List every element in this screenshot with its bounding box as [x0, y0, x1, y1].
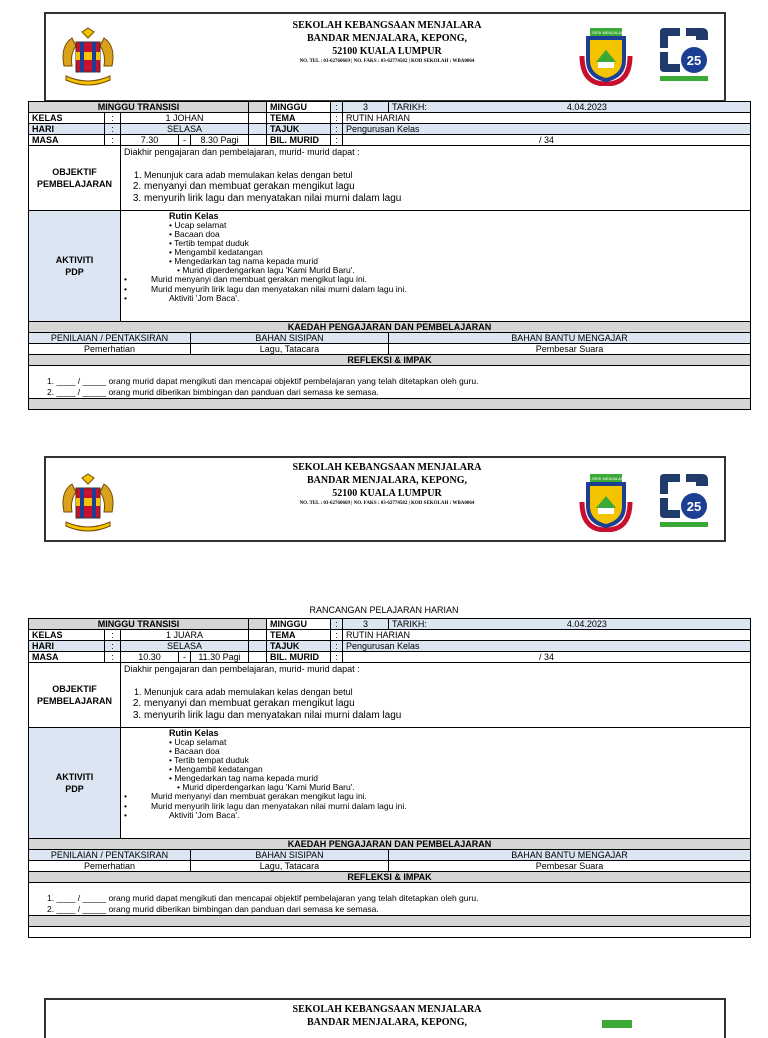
- malaysia-coat-of-arms-icon: [56, 472, 120, 536]
- bahan-bantu-value: Pembesar Suara: [389, 861, 751, 872]
- anniversary-number: 25: [686, 499, 702, 514]
- objective-item: 1. Menunjuk cara adab memulakan kelas dengan betul: [144, 687, 747, 698]
- routine-item: • Bacaan doa: [169, 746, 220, 756]
- school-name: SEKOLAH KEBANGSAAN MENJALARA: [292, 462, 482, 473]
- tema-label: TEMA: [267, 113, 331, 124]
- routine-item: • Ucap selamat: [169, 737, 227, 747]
- bahan-bantu-header: BAHAN BANTU MENGAJAR: [389, 850, 751, 861]
- penilaian-value: Pemerhatian: [29, 861, 191, 872]
- objective-item: 3. menyurih lirik lagu dan menyatakan nilai murni dalam lagu: [144, 710, 747, 722]
- kelas-label: KELAS: [29, 113, 105, 124]
- objective-intro: Diakhir pengajaran dan pembelajaran, murid- murid dapat :: [124, 147, 360, 157]
- activity-bullet: • Murid menyurih lirik lagu dan menyatakan nilai murni dalam lagu ini.: [121, 802, 750, 812]
- minggu-value: 3: [343, 102, 389, 113]
- bahan-sisipan-value: Lagu, Tatacara: [191, 861, 389, 872]
- activity-bullet: • Aktiviti 'Jom Baca'.: [121, 294, 750, 304]
- reflection-line: 2. ____ / _____ orang murid diberikan bimbingan dan panduan dari semasa ke semasa.: [47, 904, 379, 914]
- masa-end: 11.30 Pagi: [191, 652, 249, 663]
- empty-cell: [249, 135, 267, 146]
- bahan-bantu-value: Pembesar Suara: [389, 344, 751, 355]
- lesson-plan-table-1: [28, 101, 751, 410]
- objektif-label: OBJEKTIF PEMBELAJARAN: [29, 146, 121, 211]
- tarikh-label: TARIKH:: [392, 102, 427, 112]
- colon: :: [331, 630, 343, 641]
- green-logo-fragment: [602, 1020, 632, 1028]
- activity-content: [121, 728, 751, 839]
- school-street: BANDAR MENJALARA, KEPONG,: [307, 1017, 467, 1028]
- lesson-plan-table-2: [28, 618, 751, 938]
- kelas-value: 1 JUARA: [121, 630, 249, 641]
- hari-value: SELASA: [121, 124, 249, 135]
- school-city: 52100 KUALA LUMPUR: [332, 46, 442, 57]
- empty-cell: [249, 124, 267, 135]
- school-name: SEKOLAH KEBANGSAAN MENJALARA: [292, 20, 482, 31]
- empty-cell: [249, 619, 267, 630]
- activity-title: Rutin Kelas: [169, 211, 219, 221]
- tarikh-value: 4.04.2023: [566, 619, 607, 629]
- empty-cell: [249, 630, 267, 641]
- objective-intro: Diakhir pengajaran dan pembelajaran, murid- murid dapat :: [124, 664, 360, 674]
- objective-list: [124, 170, 747, 205]
- routine-item: • Mengambil kedatangan: [169, 247, 263, 257]
- minggu-label: MINGGU: [267, 619, 331, 630]
- page-title: RANCANGAN PELAJARAN HARIAN: [309, 605, 459, 615]
- school-city: 52100 KUALA LUMPUR: [332, 488, 442, 499]
- empty-cell: [249, 641, 267, 652]
- minggu-value: 3: [343, 619, 389, 630]
- colon: :: [105, 135, 121, 146]
- refleksi-header: REFLEKSI & IMPAK: [29, 355, 751, 366]
- aktiviti-label: AKTIVITI PDP: [29, 211, 121, 322]
- empty-row: [29, 399, 751, 410]
- penilaian-value: Pemerhatian: [29, 344, 191, 355]
- empty-row: [29, 927, 751, 938]
- penilaian-header: PENILAIAN / PENTAKSIRAN: [29, 333, 191, 344]
- anniversary-number: 25: [686, 53, 702, 68]
- school-street: BANDAR MENJALARA, KEPONG,: [307, 475, 467, 486]
- reflection-line: 2. ____ / _____ orang murid diberikan bimbingan dan panduan dari semasa ke semasa.: [47, 387, 379, 397]
- objective-item: 1. Menunjuk cara adab memulakan kelas dengan betul: [144, 170, 747, 181]
- date-cell: [389, 102, 751, 113]
- objective-content: [121, 663, 751, 728]
- masa-dash: -: [179, 135, 191, 146]
- tema-value: RUTIN HARIAN: [343, 113, 751, 124]
- masa-dash: -: [179, 652, 191, 663]
- masa-label: MASA: [29, 135, 105, 146]
- colon: :: [331, 102, 343, 113]
- routine-item: • Tertib tempat duduk: [169, 755, 249, 765]
- bil-murid-label: BIL. MURID: [267, 135, 331, 146]
- colon: :: [331, 641, 343, 652]
- objective-item: 2. menyanyi dan membuat gerakan mengikut lagu: [144, 698, 747, 710]
- colon: :: [331, 124, 343, 135]
- hari-value: SELASA: [121, 641, 249, 652]
- colon: :: [105, 630, 121, 641]
- objective-content: [121, 146, 751, 211]
- routine-item: • Ucap selamat: [169, 220, 227, 230]
- malaysia-coat-of-arms-icon: [56, 26, 120, 90]
- minggu-label: MINGGU: [267, 102, 331, 113]
- reflection-content: [29, 366, 751, 399]
- bahan-sisipan-value: Lagu, Tatacara: [191, 344, 389, 355]
- objective-item: 2. menyanyi dan membuat gerakan mengikut lagu: [144, 181, 747, 193]
- sk-menjalara-logo-icon: [576, 26, 636, 86]
- school-street: BANDAR MENJALARA, KEPONG,: [307, 33, 467, 44]
- school-badge-text: SK SERI MENJALARA: [585, 30, 627, 35]
- tarikh-value: 4.04.2023: [566, 102, 607, 112]
- hari-label: HARI: [29, 124, 105, 135]
- reflection-line: 1. ____ / _____ orang murid dapat mengikuti dan mencapai objektif pembelajaran yang telah ditetapkan oleh guru.: [47, 376, 479, 386]
- colon: :: [105, 652, 121, 663]
- activity-bullet: • Murid menyanyi dan membuat gerakan mengikut lagu ini.: [121, 792, 750, 802]
- week-type-label: MINGGU TRANSISI: [29, 619, 249, 630]
- activity-bullet: • Aktiviti 'Jom Baca'.: [121, 811, 750, 821]
- school-header: [44, 12, 726, 102]
- school-address: [246, 461, 528, 508]
- sk-menjalara-logo-icon: [576, 472, 636, 532]
- tema-value: RUTIN HARIAN: [343, 630, 751, 641]
- song-item: • Murid diperdengarkan lagu 'Kami Murid Baru'.: [177, 265, 355, 275]
- routine-item: • Mengambil kedatangan: [169, 764, 263, 774]
- penilaian-header: PENILAIAN / PENTAKSIRAN: [29, 850, 191, 861]
- school-header: [44, 998, 726, 1038]
- colon: :: [105, 641, 121, 652]
- activity-content: [121, 211, 751, 322]
- empty-cell: [249, 102, 267, 113]
- school-address: [246, 19, 528, 66]
- song-item: • Murid diperdengarkan lagu 'Kami Murid Baru'.: [177, 782, 355, 792]
- refleksi-header: REFLEKSI & IMPAK: [29, 872, 751, 883]
- 25-anniversary-logo-icon: [652, 470, 712, 530]
- tajuk-value: Pengurusan Kelas: [343, 641, 751, 652]
- colon: :: [331, 113, 343, 124]
- colon: :: [331, 135, 343, 146]
- kelas-label: KELAS: [29, 630, 105, 641]
- objektif-label: OBJEKTIF PEMBELAJARAN: [29, 663, 121, 728]
- masa-end: 8.30 Pagi: [191, 135, 249, 146]
- reflection-content: [29, 883, 751, 916]
- school-contact: NO. TEL : 03-62760669 | NO. FAKS : 03-62774582 | KOD SEKOLAH : WBA0064: [299, 59, 475, 64]
- school-header: [44, 456, 726, 542]
- aktiviti-label: AKTIVITI PDP: [29, 728, 121, 839]
- colon: :: [331, 652, 343, 663]
- bahan-sisipan-header: BAHAN SISIPAN: [191, 850, 389, 861]
- colon: :: [331, 619, 343, 630]
- tarikh-label: TARIKH:: [392, 619, 427, 629]
- masa-start: 7.30: [121, 135, 179, 146]
- school-contact: NO. TEL : 03-62760669 | NO. FAKS : 03-62774582 | KOD SEKOLAH : WBA0064: [299, 501, 475, 506]
- tajuk-label: TAJUK: [267, 641, 331, 652]
- objective-list: [124, 687, 747, 722]
- reflection-line: 1. ____ / _____ orang murid dapat mengikuti dan mencapai objektif pembelajaran yang telah ditetapkan oleh guru.: [47, 893, 479, 903]
- masa-label: MASA: [29, 652, 105, 663]
- activity-bullet: • Murid menyurih lirik lagu dan menyatakan nilai murni dalam lagu ini.: [121, 285, 750, 295]
- school-badge-text: SK SERI MENJALARA: [585, 476, 627, 481]
- week-type-label: MINGGU TRANSISI: [29, 102, 249, 113]
- school-address: [246, 1003, 528, 1029]
- routine-item: • Tertib tempat duduk: [169, 238, 249, 248]
- routine-item: • Mengedarkan tag nama kepada murid: [169, 256, 318, 266]
- date-cell: [389, 619, 751, 630]
- empty-cell: [249, 652, 267, 663]
- tajuk-label: TAJUK: [267, 124, 331, 135]
- 25-anniversary-logo-icon: [652, 24, 712, 84]
- routine-item: • Mengedarkan tag nama kepada murid: [169, 773, 318, 783]
- objective-item: 3. menyurih lirik lagu dan menyatakan nilai murni dalam lagu: [144, 193, 747, 205]
- colon: :: [105, 113, 121, 124]
- tema-label: TEMA: [267, 630, 331, 641]
- masa-start: 10.30: [121, 652, 179, 663]
- bahan-bantu-header: BAHAN BANTU MENGAJAR: [389, 333, 751, 344]
- bil-murid-value: / 34: [343, 652, 751, 663]
- hari-label: HARI: [29, 641, 105, 652]
- bahan-sisipan-header: BAHAN SISIPAN: [191, 333, 389, 344]
- routine-item: • Bacaan doa: [169, 229, 220, 239]
- kelas-value: 1 JOHAN: [121, 113, 249, 124]
- activity-title: Rutin Kelas: [169, 728, 219, 738]
- empty-cell: [249, 113, 267, 124]
- tajuk-value: Pengurusan Kelas: [343, 124, 751, 135]
- kaedah-header: KAEDAH PENGAJARAN DAN PEMBELAJARAN: [29, 839, 751, 850]
- empty-row: [29, 916, 751, 927]
- bil-murid-value: / 34: [343, 135, 751, 146]
- school-name: SEKOLAH KEBANGSAAN MENJALARA: [292, 1004, 482, 1015]
- activity-bullet: • Murid menyanyi dan membuat gerakan mengikut lagu ini.: [121, 275, 750, 285]
- bil-murid-label: BIL. MURID: [267, 652, 331, 663]
- kaedah-header: KAEDAH PENGAJARAN DAN PEMBELAJARAN: [29, 322, 751, 333]
- colon: :: [105, 124, 121, 135]
